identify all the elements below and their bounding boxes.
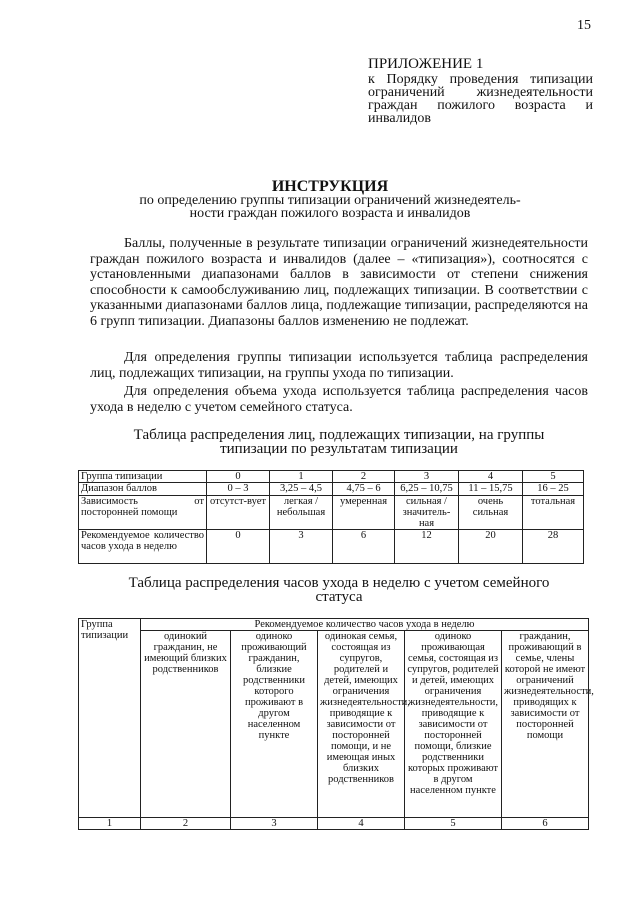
table-cell: легкая / небольшая: [270, 496, 333, 530]
table-cell: 3,25 – 4,5: [270, 483, 333, 496]
table-cell: 12: [395, 530, 459, 564]
table-cell: 3: [270, 530, 333, 564]
row-label-recommended-hours: Рекомендуемое количество часов ухода в неделю: [79, 530, 207, 564]
table-cell: 4,75 – 6: [333, 483, 395, 496]
column-number: 6: [502, 818, 589, 830]
table-cell: 3: [395, 471, 459, 483]
table-cell: 0: [207, 471, 270, 483]
table-row: [79, 471, 584, 483]
document-subtitle: [110, 194, 550, 220]
table-row: [79, 619, 589, 631]
column-header: одинокая семья, состоящая из супругов, родителей и детей, имеющих ограничения жизнедеятельности, приводящие к зависимости от посторонней помощи, и не имеющая иных близких родственников: [318, 631, 405, 818]
table-cell: очень сильная: [459, 496, 523, 530]
paragraph-2: Для определения группы типизации используется таблица распределения лиц, подлежащих типизации, на группы ухода по типизации.: [90, 350, 588, 381]
table-cell: умеренная: [333, 496, 395, 530]
column-header: гражданин, проживающий в семье, члены которой не имеют ограничений жизнедеятельности, приводящих к зависимости от посторонней помощи: [502, 631, 589, 818]
table-cell: 28: [523, 530, 584, 564]
table-cell: тотальная: [523, 496, 584, 530]
table2-caption: [90, 576, 588, 604]
table-row: [79, 530, 584, 564]
document-title: ИНСТРУКЦИЯ: [271, 178, 389, 195]
column-header: одинокий гражданин, не имеющий близких родственников: [141, 631, 231, 818]
paragraph-1: Баллы, полученные в результате типизации ограничений жизнедеятельности граждан пожилого возраста и инвалидов (далее – «типизация»), соотносятся с установленными диапазонами баллов в зависимости от степени снижения способности к самообслуживанию лиц, подлежащих типизации. В соответствии с указанными диапазонами баллов лица, подлежащие типизации, распределяются на 6 групп типизации. Диапазоны баллов изменению не подлежат.: [90, 236, 588, 329]
column-header: одиноко проживающая семья, состоящая из супругов, родителей и детей, имеющих ограничения жизнедеятельности, приводящие к зависимости от посторонней помощи, близкие родственники которых проживают в другом населенном пункте: [405, 631, 502, 818]
typization-groups-table: [78, 470, 584, 564]
column-number: 1: [79, 818, 141, 830]
table-cell: 4: [459, 471, 523, 483]
table-cell: 6: [333, 530, 395, 564]
table-row: [79, 631, 589, 818]
table1-caption-line-2: типизации по результатам типизации: [220, 441, 458, 457]
paragraph-3: Для определения объема ухода используется таблица распределения часов ухода в неделю с учетом семейного статуса.: [90, 384, 588, 415]
row-label-score-range: Диапазон баллов: [79, 483, 207, 496]
table1-caption-line-1: Таблица распределения лиц, подлежащих типизации, на группы: [133, 427, 545, 443]
table-cell: 0 – 3: [207, 483, 270, 496]
subtitle-line-1: по определению группы типизации ограничений жизнедеятель-: [139, 193, 521, 208]
table-cell: 5: [523, 471, 584, 483]
group-header: Группа типизации: [79, 619, 141, 818]
table-cell: 11 – 15,75: [459, 483, 523, 496]
table-cell: 2: [333, 471, 395, 483]
column-number: 2: [141, 818, 231, 830]
table1-caption: [90, 428, 588, 456]
column-number: 4: [318, 818, 405, 830]
table-cell: 20: [459, 530, 523, 564]
appendix-text: к Порядку проведения типизации ограничений жизнедеятельности граждан пожилого возраста и инвалидов: [368, 72, 593, 126]
table-cell: 6,25 – 10,75: [395, 483, 459, 496]
column-number: 3: [231, 818, 318, 830]
weekly-care-hours-table: [78, 618, 594, 830]
subtitle-line-2: ности граждан пожилого возраста и инвалидов: [189, 206, 471, 221]
appendix-block: [368, 58, 593, 125]
table-cell: сильная / значитель-ная: [395, 496, 459, 530]
table2-caption-line-1: Таблица распределения часов ухода в неделю с учетом семейного: [128, 575, 550, 591]
row-label-dependency: Зависимость от посторонней помощи: [79, 496, 207, 530]
table-row: [79, 496, 584, 530]
table-cell: 0: [207, 530, 270, 564]
row-label-group: Группа типизации: [79, 471, 207, 483]
page-number: 15: [577, 18, 591, 33]
table-row: [79, 818, 589, 830]
table-cell: 1: [270, 471, 333, 483]
span-header: Рекомендуемое количество часов ухода в неделю: [141, 619, 589, 631]
column-number: 5: [405, 818, 502, 830]
table2-caption-line-2: статуса: [315, 589, 363, 605]
table-row: [79, 483, 584, 496]
table-cell: отсутст-вует: [207, 496, 270, 530]
table-cell: 16 – 25: [523, 483, 584, 496]
column-header: одиноко проживающий гражданин, близкие родственники которого проживают в другом населенном пункте: [231, 631, 318, 818]
appendix-heading: ПРИЛОЖЕНИЕ 1: [368, 56, 484, 72]
